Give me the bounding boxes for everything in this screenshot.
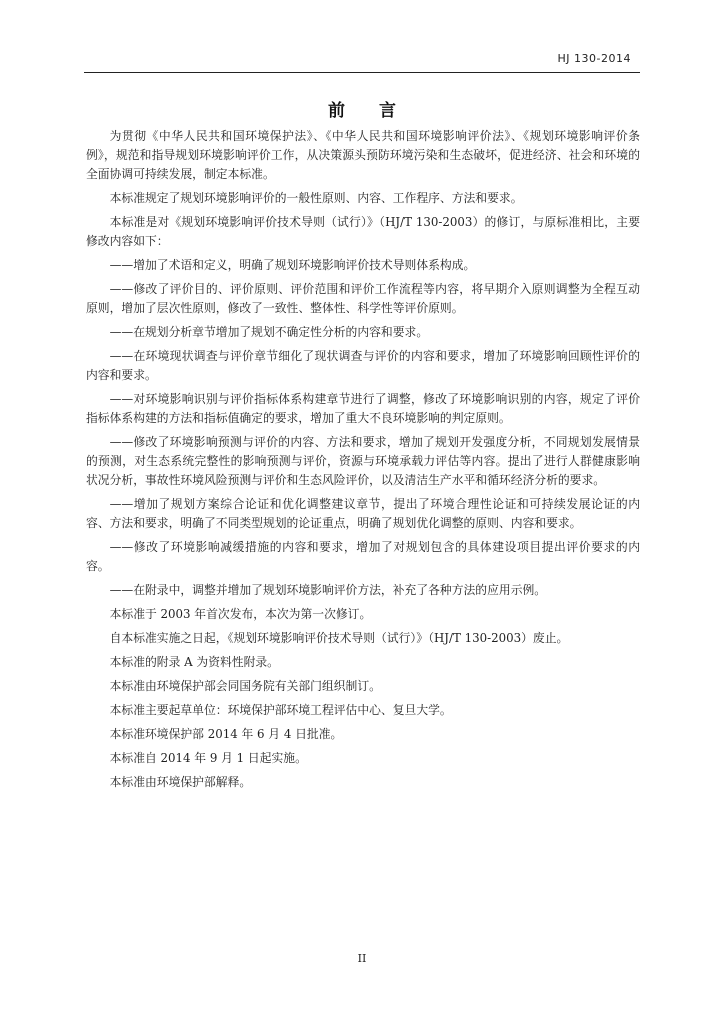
paragraph: ——在规划分析章节增加了规划不确定性分析的内容和要求。: [109, 325, 429, 339]
paragraph: ——修改了环境影响减缓措施的内容和要求，增加了对规划包含的具体建设项目提出评价要求的内容。: [86, 540, 640, 573]
paragraph: 本标准环境保护部 2014 年 6 月 4 日批准。: [109, 727, 343, 741]
paragraph: ——修改了环境影响预测与评价的内容、方法和要求，增加了规划开发强度分析，不同规划发展情景的预测，对生态系统完整性的影响预测与评价，资源与环境承载力评估等内容。提出了进行人群健康影响状况分析，事故性环境风险预测与评价和生态风险评价，以及清洁生产水平和循环经济分析的要求。: [86, 435, 640, 487]
paragraph: ——增加了术语和定义，明确了规划环境影响评价技术导则体系构成。: [109, 258, 476, 272]
paragraph: 本标准自 2014 年 9 月 1 日起实施。: [109, 751, 307, 765]
paragraph: 本标准规定了规划环境影响评价的一般性原则、内容、工作程序、方法和要求。: [109, 191, 523, 205]
paragraph: 本标准由环境保护部会同国务院有关部门组织制订。: [109, 679, 381, 693]
paragraph: 本标准主要起草单位：环境保护部环境工程评估中心、复旦大学。: [109, 703, 452, 717]
header-code: HJ 130-2014: [557, 52, 631, 65]
paragraph: 本标准于 2003 年首次发布，本次为第一次修订。: [109, 607, 372, 621]
paragraph: ——修改了评价目的、评价原则、评价范围和评价工作流程等内容，将早期介入原则调整为全程互动原则，增加了层次性原则，修改了一致性、整体性、科学性等评价原则。: [86, 282, 640, 315]
paragraph: ——增加了规划方案综合论证和优化调整建议章节，提出了环境合理性论证和可持续发展论证的内容、方法和要求，明确了不同类型规划的论证重点，明确了规划优化调整的原则、内容和要求。: [86, 497, 640, 530]
document-body: [86, 127, 640, 797]
paragraph: ——在环境现状调查与评价章节细化了现状调查与评价的内容和要求，增加了环境影响回顾性评价的内容和要求。: [86, 349, 640, 382]
paragraph: 本标准是对《规划环境影响评价技术导则（试行）》（HJ/T 130-2003）的修订，与原标准相比，主要修改内容如下：: [86, 215, 640, 248]
page-number: II: [357, 952, 367, 965]
paragraph: ——在附录中，调整并增加了规划环境影响评价方法，补充了各种方法的应用示例。: [109, 583, 547, 597]
paragraph: ——对环境影响识别与评价指标体系构建章节进行了调整，修改了环境影响识别的内容，规定了评价指标体系构建的方法和指标值确定的要求，增加了重大不良环境影响的判定原则。: [86, 392, 640, 425]
paragraph: 本标准的附录 A 为资料性附录。: [109, 655, 279, 669]
page-title: 前 言: [328, 101, 410, 121]
paragraph: 自本标准实施之日起，《规划环境影响评价技术导则（试行）》（HJ/T 130-2003）废止。: [109, 631, 569, 645]
paragraph: 本标准由环境保护部解释。: [109, 775, 252, 789]
header-rule: [84, 72, 640, 73]
paragraph: 为贯彻《中华人民共和国环境保护法》、《中华人民共和国环境影响评价法》、《规划环境影响评价条例》，规范和指导规划环境影响评价工作，从决策源头预防环境污染和生态破坏，促进经济、社会和环境的全面协调可持续发展，制定本标准。: [86, 129, 640, 181]
